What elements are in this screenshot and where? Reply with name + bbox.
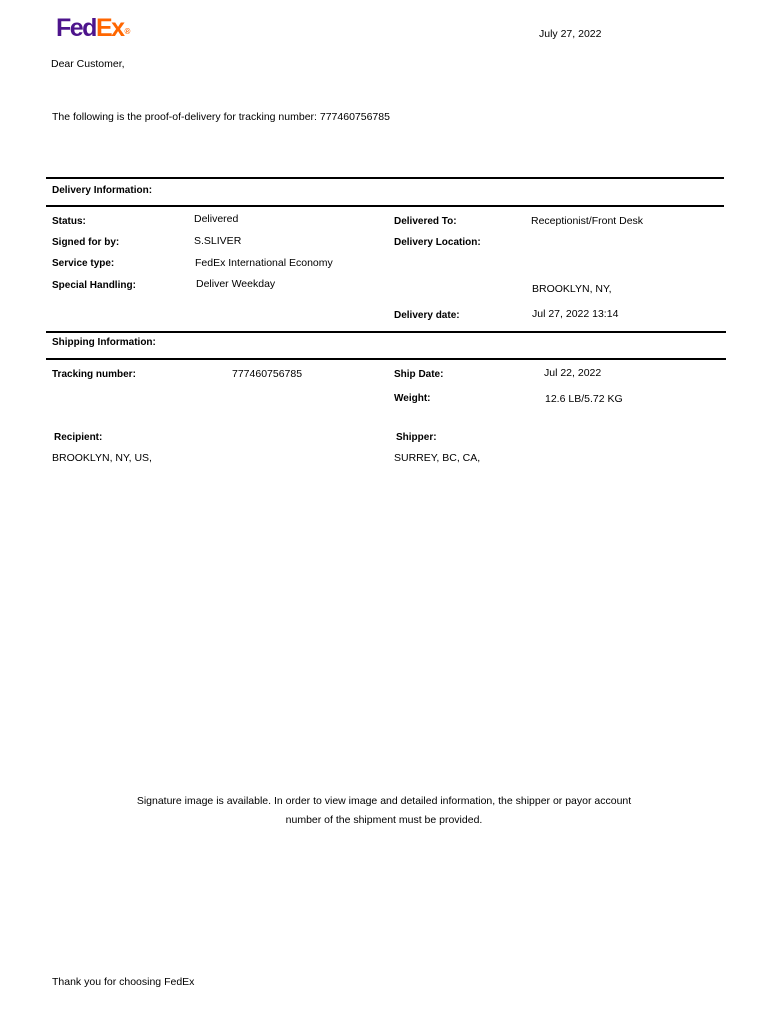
- delivered-to-value: Receptionist/Front Desk: [531, 215, 644, 227]
- shipping-heading-rule: [46, 358, 726, 360]
- delivery-date-label: Delivery date:: [394, 310, 460, 321]
- recipient-label: Recipient:: [54, 432, 103, 443]
- delivery-location-label: Delivery Location:: [394, 237, 481, 248]
- weight-value: 12.6 LB/5.72 KG: [545, 393, 623, 405]
- signature-note-line1: Signature image is available. In order to view image and detailed information, the shipper or payor account: [136, 795, 632, 807]
- shipping-top-rule: [46, 331, 726, 333]
- recipient-value: BROOKLYN, NY, US,: [52, 452, 152, 464]
- tracking-number-value: 777460756785: [232, 368, 303, 380]
- delivery-heading: Delivery Information:: [52, 185, 153, 196]
- delivery-top-rule: [46, 177, 724, 179]
- ship-date-value: Jul 22, 2022: [544, 367, 602, 379]
- shipping-heading: Shipping Information:: [52, 337, 156, 348]
- special-handling-value: Deliver Weekday: [196, 278, 276, 290]
- delivery-date-value: Jul 27, 2022 13:14: [532, 308, 619, 320]
- weight-label: Weight:: [394, 393, 431, 404]
- logo-registered-mark: ®: [124, 27, 131, 36]
- greeting: Dear Customer,: [51, 58, 125, 70]
- ship-date-label: Ship Date:: [394, 369, 444, 380]
- delivery-location-value: BROOKLYN, NY,: [532, 283, 612, 295]
- fedex-logo: [56, 14, 130, 46]
- shipper-value: SURREY, BC, CA,: [394, 452, 481, 464]
- signed-for-label: Signed for by:: [52, 237, 120, 248]
- status-value: Delivered: [194, 213, 239, 225]
- signed-for-value: S.SLIVER: [194, 235, 242, 247]
- footer-thanks: Thank you for choosing FedEx: [52, 976, 195, 988]
- delivery-heading-rule: [46, 205, 724, 207]
- tracking-number-label: Tracking number:: [52, 369, 136, 380]
- service-type-label: Service type:: [52, 258, 115, 269]
- delivered-to-label: Delivered To:: [394, 216, 457, 227]
- intro-text: The following is the proof-of-delivery for tracking number: 777460756785: [52, 111, 390, 123]
- logo-ex-text: Ex: [95, 14, 124, 42]
- letter-date: July 27, 2022: [539, 28, 602, 40]
- status-label: Status:: [52, 216, 86, 227]
- shipper-label: Shipper:: [396, 432, 437, 443]
- service-type-value: FedEx International Economy: [195, 257, 333, 269]
- signature-note-line2: number of the shipment must be provided.: [285, 814, 483, 826]
- logo-fed-text: Fed: [56, 14, 96, 42]
- special-handling-label: Special Handling:: [52, 280, 136, 291]
